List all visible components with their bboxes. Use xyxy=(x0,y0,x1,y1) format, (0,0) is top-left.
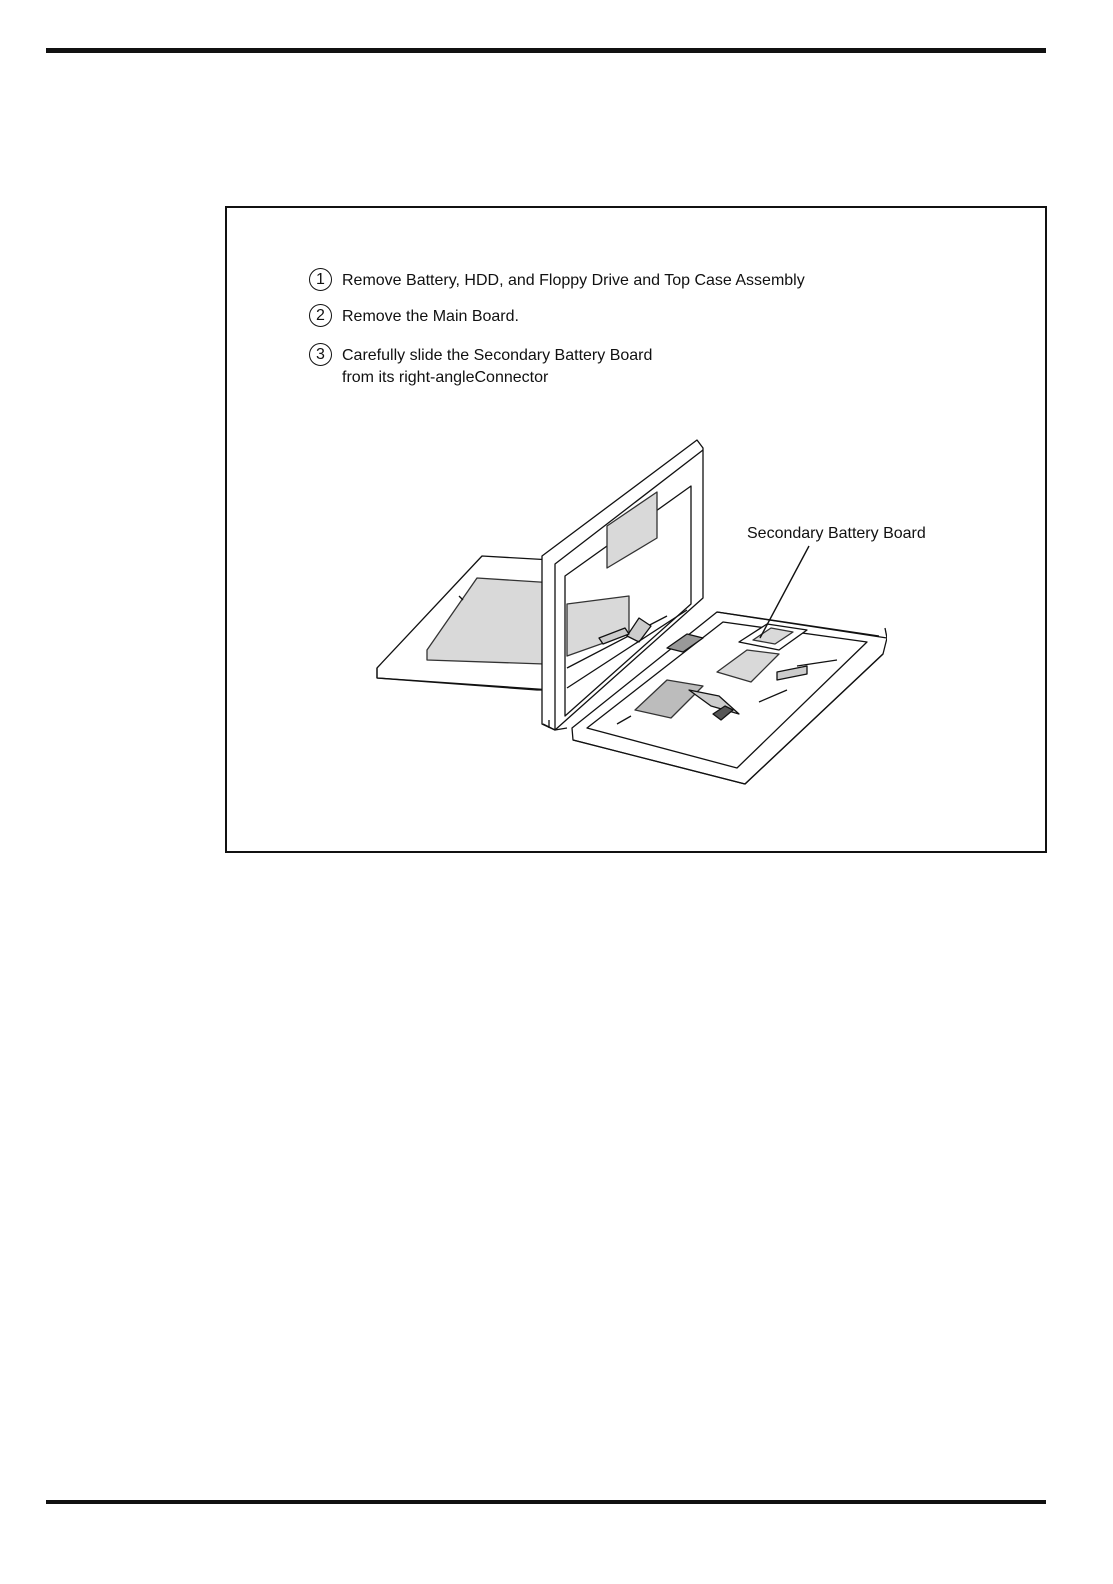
callout-label: Secondary Battery Board xyxy=(747,525,926,542)
step-3 xyxy=(309,345,652,389)
step-text: Remove Battery, HDD, and Floppy Drive and Top Case Assembly xyxy=(342,272,805,289)
figure-frame xyxy=(225,206,1047,853)
step-1 xyxy=(309,270,805,292)
footer-rule xyxy=(46,1500,1046,1504)
step-2 xyxy=(309,306,519,328)
header-rule xyxy=(46,48,1046,53)
step-number-badge: 3 xyxy=(309,343,332,366)
step-text xyxy=(342,345,652,389)
step-text-line-1: Carefully slide the Secondary Battery Board xyxy=(342,347,653,364)
step-text-line-2: from its right-angleConnector xyxy=(342,369,549,386)
step-number-badge: 1 xyxy=(309,268,332,291)
step-number-badge: 2 xyxy=(309,304,332,327)
step-text: Remove the Main Board. xyxy=(342,308,519,325)
laptop-disassembly-illustration xyxy=(367,428,887,808)
